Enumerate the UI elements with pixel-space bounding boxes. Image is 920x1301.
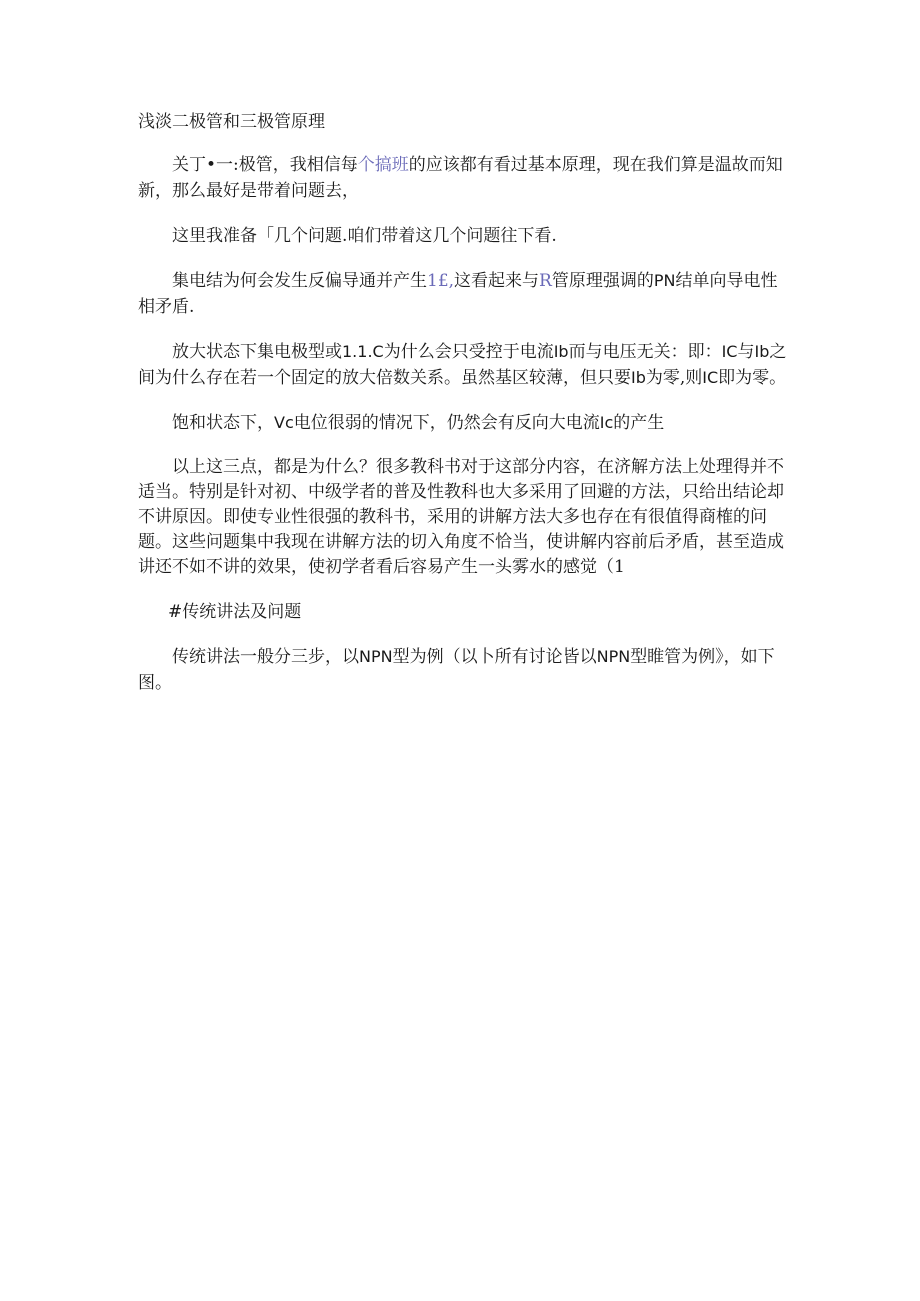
question-2-term-5: Ib [631, 368, 646, 387]
question-2-term-3: IC [721, 342, 738, 361]
section-heading: #传统讲法及问题 [168, 602, 302, 622]
paragraph-intro [138, 152, 788, 204]
question-3-text-a: 饱和状态下， [172, 413, 274, 433]
question-2-text-c: 而与电压无关：即： [568, 342, 722, 362]
traditional-text-a: 传统讲法一般分三步，以 [172, 647, 359, 667]
paragraph-traditional-method [138, 644, 788, 696]
document-title: 浅淡二极管和三极管原理 [138, 112, 325, 132]
traditional-text-c: 型睢管为例》，如下图。 [138, 647, 775, 693]
question-2-term-4: Ib [754, 342, 770, 361]
question-3-term-2: Ic [599, 413, 614, 432]
question-2-text-g: 即为零。 [718, 368, 787, 388]
traditional-term-1: NPN [359, 647, 393, 666]
question-2-text-d: 与 [737, 342, 755, 362]
highlighted-link-text[interactable]: 个搞班 [357, 155, 409, 175]
question-3-term-1: Vc [274, 413, 294, 432]
question-1-text-b: 这看起来与 [454, 271, 540, 291]
paragraph-intro-text-a: 关丁•一:极管，我相信每 [172, 155, 358, 175]
question-1-text-d: 结单向导电性相矛盾. [138, 271, 778, 317]
paragraph-questions-intro: 这里我准备「几个问题.咱们带着这几个问题往下看. [172, 226, 557, 246]
question-2-term-2: Ib [553, 342, 569, 361]
paragraph-intro-text-b: 的应该都有看过基本原理，现在我们算是温故而知新，那么最好是带着问题去， [138, 155, 783, 201]
question-1-pn-term: PN [653, 271, 676, 290]
traditional-term-2: NPN [596, 647, 631, 666]
paragraph-discussion: 以上这三点，都是为什么？很多教科书对于这部分内容，在济解方法上处理得并不适当。特别是针对初、中级学者的普及性教科也大多采用了回避的方法，只给出结论却不讲原因。即使专业性很强的教科书，采用的讲解方法大多也存在有很值得商榷的问题。这些问题集中我现在讲解方法的切入角度不恰当，使讲解内容前后矛盾，甚至造成讲还不如不讲的效果，使初学者看后容易产生一头雾水的感觉（1 [138, 457, 784, 577]
question-3-text-b: 电位很弱的情况下，仍然会有反向大电流 [293, 413, 600, 433]
question-2-term-1: 1.1.C [342, 342, 384, 361]
question-1-text-c: 管原理强调的 [551, 271, 654, 291]
question-1-link-2[interactable]: R [539, 271, 552, 291]
question-1-link-1[interactable]: 1£, [427, 271, 455, 291]
question-2-text-e: 之间为什么存在若一个固定的放大倍数关系。虽然基区较薄，但只要 [138, 342, 787, 388]
paragraph-question-1 [138, 268, 788, 320]
document-body [138, 108, 788, 715]
question-2-text-f: 为零,则 [645, 368, 703, 388]
question-2-text-a: 放大状态下集电极型或 [172, 342, 342, 362]
paragraph-question-3 [138, 410, 788, 436]
question-2-text-b: 为什么会只受控于电流 [383, 342, 554, 362]
traditional-text-b: 型为例（以卜所有讨论皆以 [392, 647, 597, 667]
question-1-text-a: 集电结为何会发生反偏导通并产生 [172, 271, 427, 291]
question-3-text-c: 的产生 [613, 413, 665, 433]
question-2-term-6: IC [702, 368, 719, 387]
paragraph-question-2 [138, 339, 788, 391]
